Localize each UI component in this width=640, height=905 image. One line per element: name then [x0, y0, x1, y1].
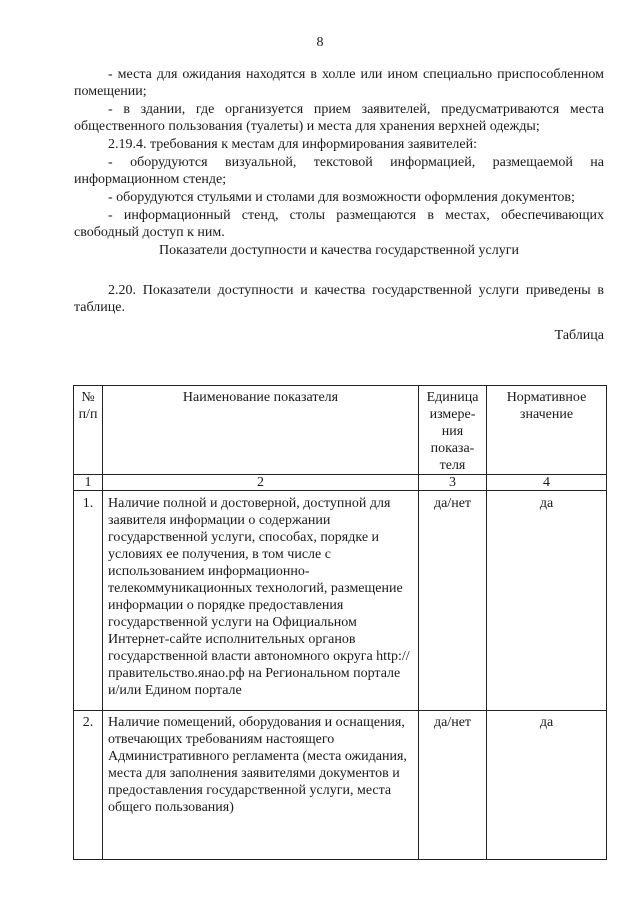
paragraph-info-stand: - оборудуются визуальной, текстовой информацией, размещаемой на информационном стенде;: [74, 155, 604, 187]
paragraph-2-19-4: 2.19.4. требования к местам для информирования заявителей:: [108, 137, 477, 152]
document-body: [74, 66, 604, 344]
page-number: 8: [316, 35, 324, 50]
table-row: [74, 711, 607, 860]
table-row: [74, 491, 607, 711]
index-cell: 3: [419, 475, 487, 491]
paragraph-free-access: - информационный стенд, столы размещаются в местах, обеспечивающих свободный доступ к ним.: [74, 208, 604, 240]
header-num: № п/п: [74, 386, 103, 475]
index-cell: 4: [487, 475, 607, 491]
header-unit: Единица измере-ния показа-теля: [419, 386, 487, 475]
header-norm: Нормативное значение: [487, 386, 607, 475]
indicators-table: [73, 385, 607, 860]
index-cell: 2: [103, 475, 419, 491]
table-header-row: [74, 386, 607, 475]
paragraph-waiting-places: - места для ожидания находятся в холле или ином специально приспособленном помещении;: [74, 67, 604, 99]
paragraph-2-20: 2.20. Показатели доступности и качества государственной услуги приведены в таблице.: [74, 283, 604, 315]
indicator-unit: да/нет: [419, 491, 487, 711]
index-cell: 1: [74, 475, 103, 491]
header-name: Наименование показателя: [103, 386, 419, 475]
table-caption: Таблица: [554, 328, 604, 343]
paragraph-public-facilities: - в здании, где организуется прием заявителей, предусматриваются места общественного пользования (туалеты) и места для хранения верхней одежды;: [74, 102, 604, 134]
indicator-name: Наличие полной и достоверной, доступной для заявителя информации о содержании государственной услуги, способах, порядке и условиях ее получения, в том числе с использованием информационно-телекоммуникационных технологий, размещение информации о порядке предоставления государственной услуги на Официальном Интернет-сайте исполнительных органов государственной власти автономного округа http://правительство.янао.рф на Региональном портале и/или Едином портале: [103, 491, 419, 711]
indicator-norm: да: [487, 491, 607, 711]
paragraph-chairs-tables: - оборудуются стульями и столами для возможности оформления документов;: [108, 190, 575, 205]
table-index-row: [74, 475, 607, 491]
section-heading: Показатели доступности и качества государственной услуги: [159, 243, 519, 258]
indicator-unit: да/нет: [419, 711, 487, 860]
indicator-name: Наличие помещений, оборудования и оснащения, отвечающих требованиям настоящего Административного регламента (места ожидания, места для заполнения заявителями документов и предоставления государственной услуги, места общего пользования): [103, 711, 419, 860]
row-number: 1.: [74, 491, 103, 711]
row-number: 2.: [74, 711, 103, 860]
indicator-norm: да: [487, 711, 607, 860]
